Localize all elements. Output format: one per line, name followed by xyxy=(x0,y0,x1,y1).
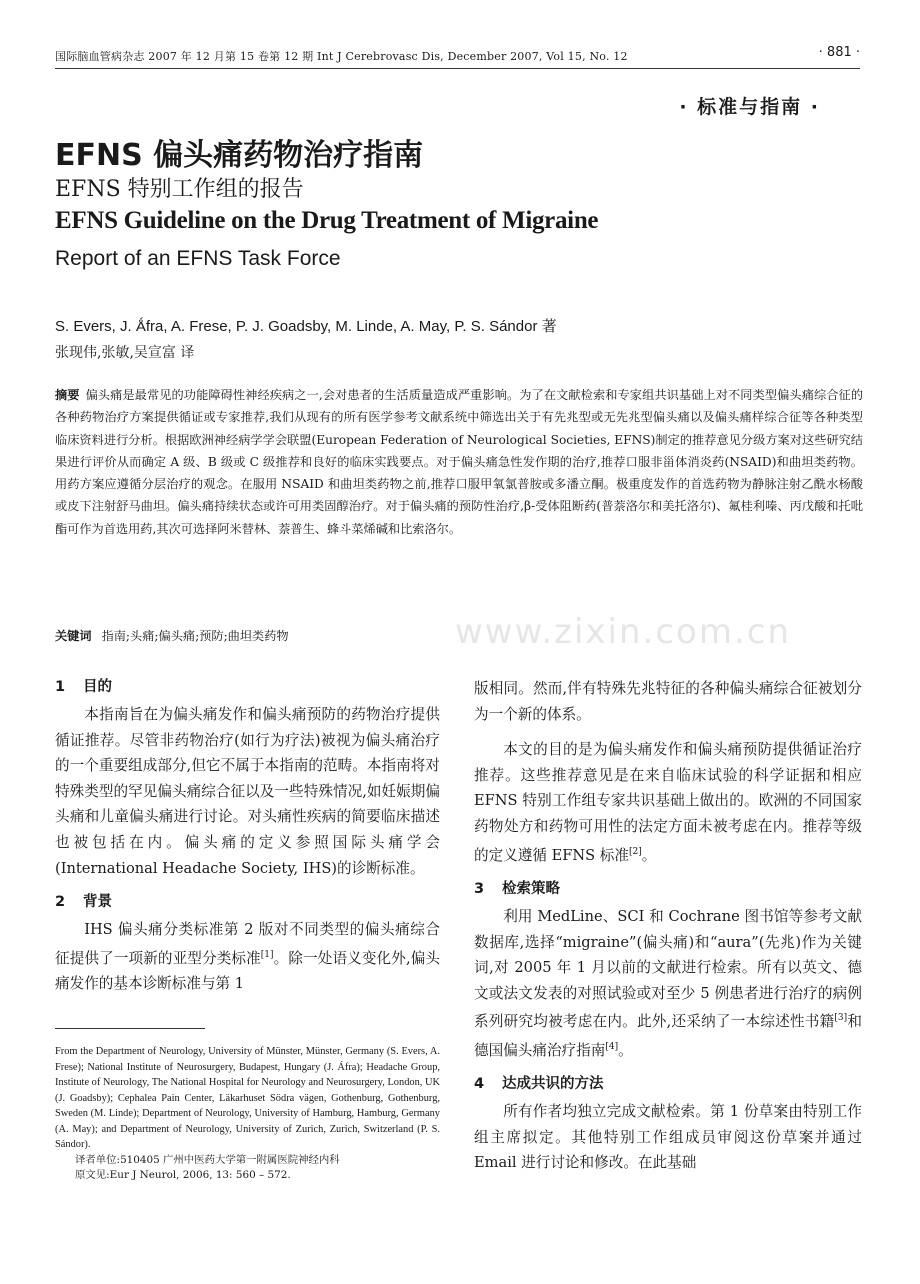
article-title-en: EFNS Guideline on the Drug Treatment of Migraine xyxy=(55,207,599,234)
section-number: 3 xyxy=(474,881,485,898)
section-title: 检索策略 xyxy=(502,881,560,898)
paragraph: 版相同。然而,伴有特殊先兆特征的各种偏头痛综合征被划分为一个新的体系。 xyxy=(474,680,862,723)
abstract-label: 摘要 xyxy=(55,388,80,402)
section-heading-2 xyxy=(55,891,440,913)
section-title: 目的 xyxy=(83,679,112,695)
paragraph-text: 利用 MedLine、SCI 和 Cochrane 图书馆等参考文献数据库,选择“migraine”(偏头痛)和“aura”(先兆)作为关键词,对 2005 年 1 月以前的文献进行检索。所有以英文、德文或法文发表的对照试验或对至少 5 例患者进行治疗的病例系列研究均被考虑在内。此外,还采纳了一本综述性书籍 xyxy=(474,908,862,1031)
keywords-label: 关键词 xyxy=(55,629,92,643)
article-subtitle-en: Report of an EFNS Task Force xyxy=(55,247,341,270)
abstract xyxy=(55,384,863,540)
paragraph: 所有作者均独立完成文献检索。第 1 份草案由特别工作组主席拟定。其他特别工作组成员审阅这份草案并通过 Email 进行讨论和修改。在此基础 xyxy=(474,1103,862,1172)
footnote-divider xyxy=(55,1028,205,1029)
abstract-text: 偏头痛是最常见的功能障碍性神经疾病之一,会对患者的生活质量造成严重影响。为了在文献检索和专家组共识基础上对不同类型偏头痛综合征的各种药物治疗方案提供循证或专家推荐,我们从现有的所有医学参考文献系统中筛选出关于有先兆型或无先兆型偏头痛以及偏头痛样综合征等各种类型临床资料进行分析。根据欧洲神经病学学会联盟(European Federation of Neurological Societies, EFNS)制定的推荐意见分级方案对这些研究结果进行评价从而确定 A 级、B 级或 C 级推荐和良好的临床实践要点。对于偏头痛急性发作期的治疗,推荐口服非甾体消炎药(NSAID)和曲坦类药物。用药方案应遵循分层治疗的观念。在服用 NSAID 和曲坦类药物之前,推荐口服甲氧氯普胺或多潘立酮。极重度发作的首选药物为静脉注射乙酰水杨酸或皮下注射舒马曲坦。偏头痛持续状态或许可用类固醇治疗。对于偏头痛的预防性治疗,β-受体阻断药(普萘洛尔和美托洛尔)、氟桂利嗪、丙戊酸和托吡酯可作为首选用药,其次可选择阿米替林、萘普生、蜂斗菜烯碱和比索洛尔。 xyxy=(55,388,864,536)
footnote-affiliations: From the Department of Neurology, University of Münster, Münster, Germany (S. Evers, A. Frese); National Institute of Neurosurgery, Budapest, Hungary (J. Áfra); Headache Group, Institute of Neurology, The National Hospital for Neurology and Neurosurgery, London, UK (J. Goadsby); Cephalea Pain Center, Läkarhuset Södra vägen, Gothenburg, Gothenburg, Sweden (M. Linde); Department of Neurology, University of Hamburg, Hamburg, Germany (A. May); and Department of Neurology, University of Zurich, Zurich, Switzerland (P. S. Sándor). xyxy=(55,1046,440,1150)
paragraph xyxy=(55,917,440,997)
section-number: 2 xyxy=(55,894,66,911)
paragraph-text: IHS 偏头痛分类标准第 2 版对不同类型的偏头痛综合征提供了一项新的亚型分类标准 xyxy=(55,921,440,967)
paragraph xyxy=(474,737,862,868)
section-heading-4 xyxy=(474,1073,862,1095)
paragraph-text: 本文的目的是为偏头痛发作和偏头痛预防提供循证治疗推荐。这些推荐意见是在来自临床试验的科学证据和相应 EFNS 特别工作组专家共识基础上做出的。欧洲的不同国家药物处方和药物可用性的法定方面未被考虑在内。推荐等级的定义遵循 EFNS 标准 xyxy=(474,741,862,864)
header-divider xyxy=(55,68,860,69)
citation: [2] xyxy=(628,846,642,857)
citation: [3] xyxy=(834,1013,848,1024)
citation: [4] xyxy=(605,1041,619,1052)
paragraph-text: 。 xyxy=(618,1041,633,1059)
watermark: www.zixin.com.cn xyxy=(455,612,791,652)
paragraph-text: 和德国偏头痛治疗指南 xyxy=(474,1013,862,1059)
keywords-text: 指南;头痛;偏头痛;预防;曲坦类药物 xyxy=(101,629,289,643)
paragraph-text: 。 xyxy=(641,846,657,864)
translator-list: 张现伟,张敏,吴宣富 译 xyxy=(55,345,195,361)
left-column xyxy=(55,676,440,1007)
article-subtitle-cn: EFNS 特别工作组的报告 xyxy=(55,177,304,202)
section-heading-1 xyxy=(55,676,440,698)
section-title: 背景 xyxy=(83,894,112,911)
section-number: 1 xyxy=(55,679,66,695)
footnote xyxy=(55,1044,440,1184)
paragraph xyxy=(474,904,862,1063)
footnote-translator-unit: 译者单位:510405 广州中医药大学第一附属医院神经内科 xyxy=(75,1153,340,1166)
article-title-cn: EFNS 偏头痛药物治疗指南 xyxy=(55,138,424,173)
section-number: 4 xyxy=(474,1076,485,1093)
author-list: S. Evers, J. Ǻfra, A. Frese, P. J. Goadsby, M. Linde, A. May, P. S. Sándor 著 xyxy=(55,318,557,335)
section-heading-3 xyxy=(474,878,862,900)
page-number: · 881 · xyxy=(818,45,860,60)
section-title: 达成共识的方法 xyxy=(502,1076,604,1093)
section-tag: · 标准与指南 · xyxy=(679,96,820,118)
running-header: 国际脑血管病杂志 2007 年 12 月第 15 卷第 12 期 Int J Cerebrovasc Dis, December 2007, Vol 15, No. 12 xyxy=(55,50,628,63)
paragraph-text: 。除一处语义变化外,偏头痛发作的基本诊断标准与第 1 xyxy=(55,949,440,993)
right-column xyxy=(474,676,862,1186)
paragraph: 本指南旨在为偏头痛发作和偏头痛预防的药物治疗提供循证推荐。尽管非药物治疗(如行为疗法)被视为偏头痛治疗的一个重要组成部分,但它不属于本指南的范畴。本指南将对特殊类型的罕见偏头痛综合征以及一些特殊情况,如妊娠期偏头痛和儿童偏头痛进行讨论。对头痛性疾病的简要临床描述也被包括在内。偏头痛的定义参照国际头痛学会(International Headache Society, IHS)的诊断标准。 xyxy=(55,706,440,877)
citation: [1] xyxy=(260,949,274,960)
footnote-source: 原文见:Eur J Neurol, 2006, 13: 560 – 572. xyxy=(75,1169,291,1181)
